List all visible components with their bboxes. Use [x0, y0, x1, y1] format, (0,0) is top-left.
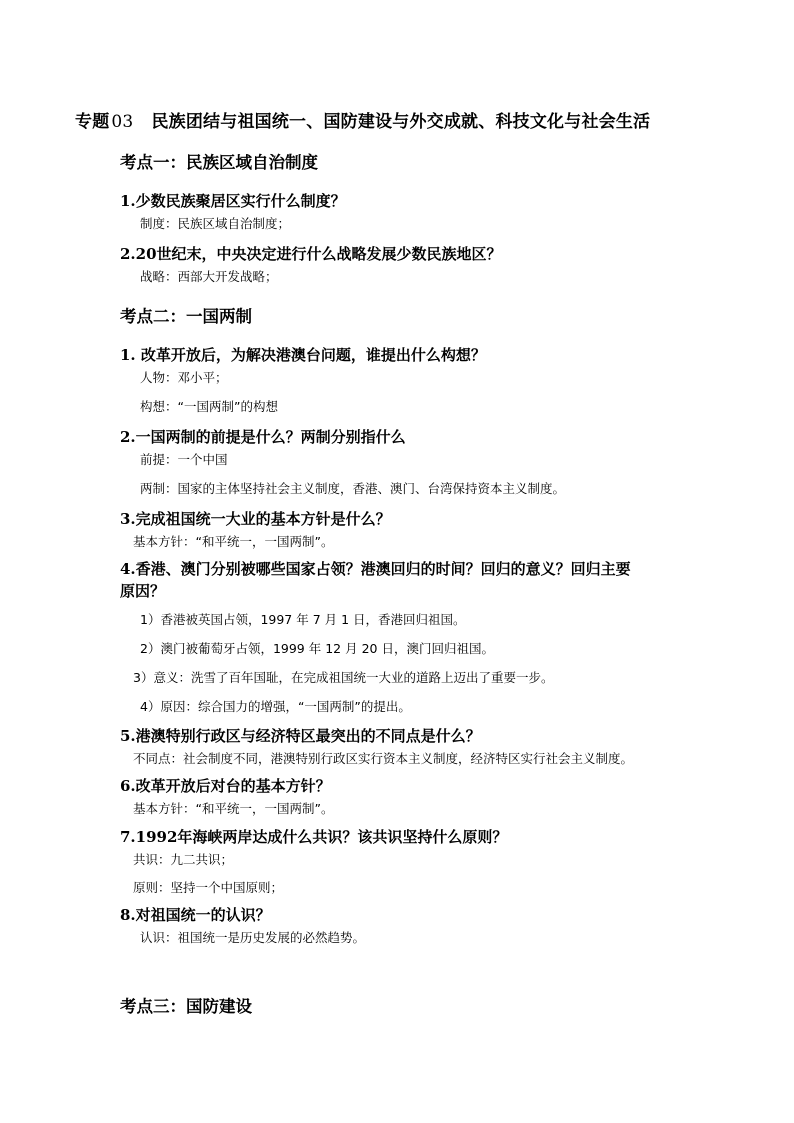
question: 4.香港、澳门分别被哪些国家占领？港澳回归的时间？回归的意义？回归主要: [120, 560, 631, 578]
answer: 基本方针：“和平统一，一国两制”。: [133, 534, 334, 549]
answer: 不同点：社会制度不同，港澳特别行政区实行资本主义制度，经济特区实行社会主义制度。: [133, 751, 634, 766]
page-title: [75, 107, 650, 132]
answer: 制度：民族区域自治制度；: [140, 216, 291, 231]
title-prefix: 专题: [75, 112, 110, 132]
question: 5.港澳特别行政区与经济特区最突出的不同点是什么？: [120, 727, 481, 745]
answer: 原则：坚持一个中国原则；: [133, 880, 284, 895]
section-heading: 考点一：民族区域自治制度: [120, 153, 318, 172]
question: 7.1992年海峡两岸达成什么共识？该共识坚持什么原则？: [120, 828, 508, 846]
section-heading: 考点三：国防建设: [120, 997, 252, 1016]
question: 1. 改革开放后，为解决港澳台问题，谁提出什么构想？: [120, 346, 486, 364]
question: 1.少数民族聚居区实行什么制度？: [120, 192, 346, 210]
answer: 前提：一个中国: [140, 452, 228, 467]
question: 3.完成祖国统一大业的基本方针是什么？: [120, 510, 391, 528]
answer: 4）原因：综合国力的增强，“一国两制”的提出。: [140, 699, 411, 714]
answer: 2）澳门被葡萄牙占领，1999 年 12 月 20 日，澳门回归祖国。: [140, 641, 494, 656]
question: 2.20世纪末，中央决定进行什么战略发展少数民族地区？: [120, 245, 502, 263]
answer: 两制：国家的主体坚持社会主义制度，香港、澳门、台湾保持资本主义制度。: [140, 481, 566, 496]
question: 8.对祖国统一的认识？: [120, 906, 271, 924]
answer: 战略：西部大开发战略；: [140, 269, 278, 284]
answer: 人物：邓小平；: [140, 370, 228, 385]
title-number: 03: [111, 112, 134, 132]
answer: 1）香港被英国占领，1997 年 7 月 1 日，香港回归祖国。: [140, 612, 466, 627]
section-heading: 考点二：一国两制: [120, 307, 252, 326]
answer: 构想：“一国两制”的构想: [140, 399, 278, 414]
answer: 3）意义：洗雪了百年国耻，在完成祖国统一大业的道路上迈出了重要一步。: [133, 670, 554, 685]
answer: 共识：九二共识；: [133, 852, 234, 867]
answer: 基本方针：“和平统一，一国两制”。: [133, 801, 334, 816]
answer: 认识：祖国统一是历史发展的必然趋势。: [140, 930, 366, 945]
title-text: 民族团结与祖国统一、国防建设与外交成就、科技文化与社会生活: [151, 112, 651, 132]
question: 6.改革开放后对台的基本方针？: [120, 777, 331, 795]
question-continued: 原因？: [120, 582, 166, 600]
question: 2.一国两制的前提是什么？两制分别指什么: [120, 428, 406, 446]
